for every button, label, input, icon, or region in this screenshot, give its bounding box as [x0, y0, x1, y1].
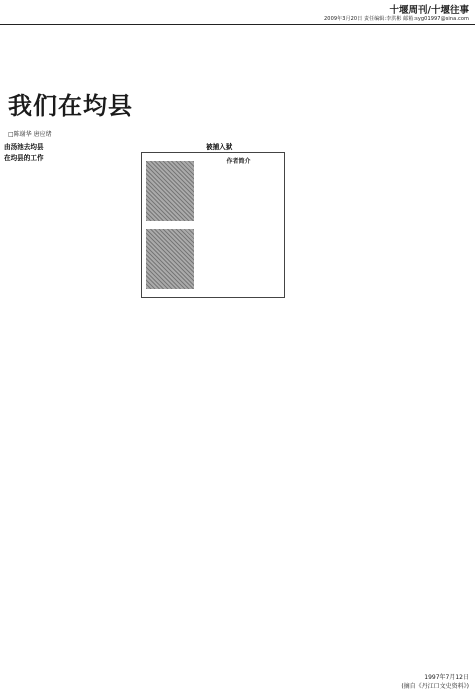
article-footer [401, 672, 469, 690]
masthead: 十堰周刊/十堰往事 [389, 5, 469, 16]
author-photo [146, 229, 194, 289]
section-heading: 在均县的工作 [4, 154, 44, 162]
section-heading: 被捕入狱 [206, 143, 233, 151]
author-bio-box [141, 152, 285, 298]
section-heading: 由汤池去均县 [4, 143, 44, 151]
footer-source: (摘自《丹江口文史资料》) [401, 683, 469, 690]
column-1 [4, 140, 94, 680]
author-photo [146, 161, 194, 221]
article-title: 我们在均县 [8, 91, 133, 120]
byline: □陈谢华 唐应绪 [8, 131, 52, 138]
footer-date: 1997年7月12日 [424, 674, 469, 681]
author-bio-title: 作者简介 [226, 158, 251, 165]
dateline: 2009年3月20日 责任编辑:李洪彬 邮箱:syg01997@sina.com [324, 16, 469, 22]
column-4 [338, 140, 472, 680]
header-rule [0, 24, 475, 25]
